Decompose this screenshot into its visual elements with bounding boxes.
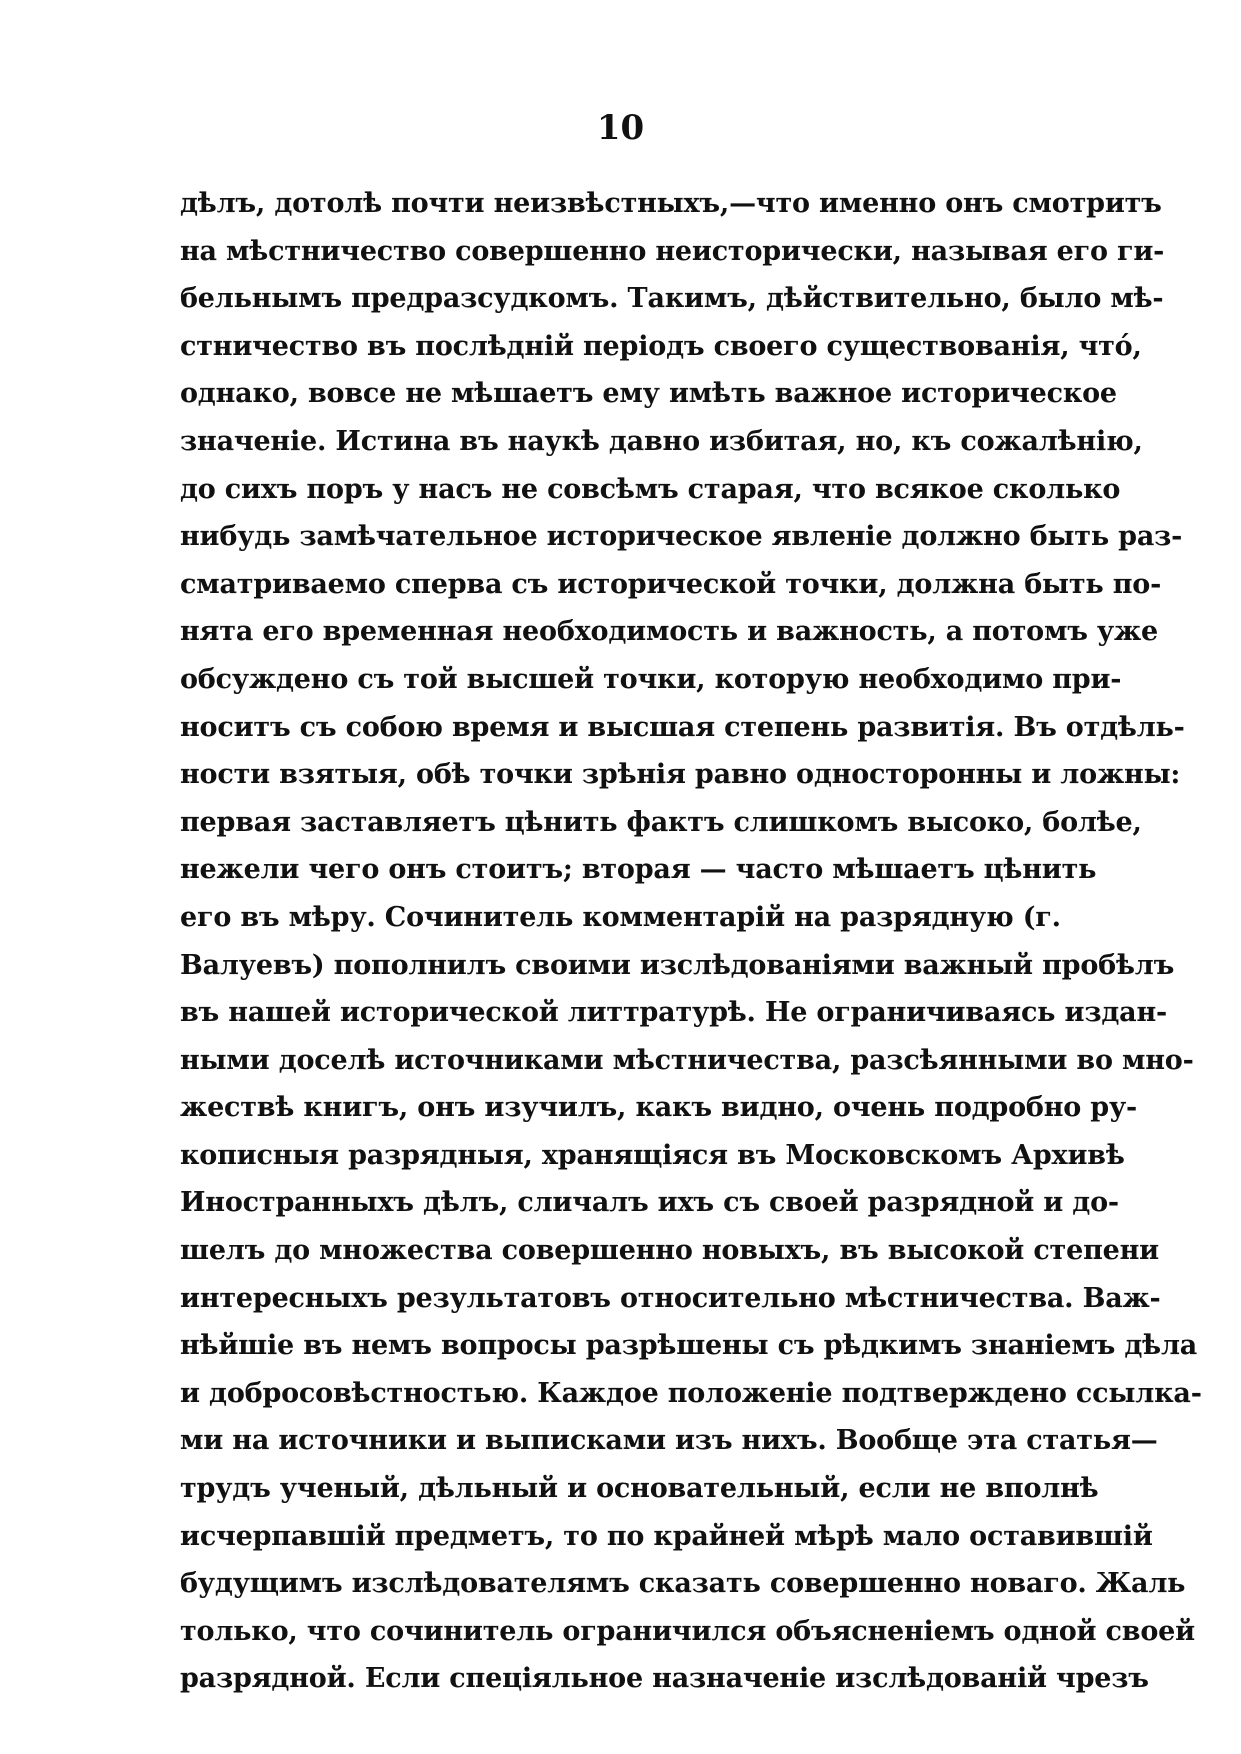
- text-line: трудъ ученый, дѣльный и основательный, если не вполнѣ: [180, 1473, 1099, 1505]
- text-line: бельнымъ предразсудкомъ. Такимъ, дѣйствительно, было мѣ-: [180, 283, 1164, 315]
- text-line: значенiе. Истина въ наукѣ давно избитая, но, къ сожалѣнiю,: [180, 425, 1143, 457]
- text-line: нежели чего онъ стоитъ; вторая — часто мѣшаетъ цѣнить: [180, 854, 1097, 886]
- text-line: ми на источники и выписками изъ нихъ. Вообще эта статья—: [180, 1425, 1158, 1457]
- text-line: будущимъ изслѣдователямъ сказать совершенно новаго. Жаль: [180, 1568, 1186, 1600]
- text-line: носитъ съ собою время и высшая степень развитiя. Въ отдѣль-: [180, 711, 1185, 743]
- text-line: и добросовѣстностью. Каждое положенiе подтверждено ссылка-: [180, 1377, 1202, 1409]
- text-line: до сихъ поръ у насъ не совсѣмъ старая, что всякое сколько: [180, 473, 1121, 505]
- text-line: кописныя разрядныя, хранящiяся въ Московскомъ Архивѣ: [180, 1139, 1125, 1171]
- text-line: дѣлъ, дотолѣ почти неизвѣстныхъ,—что именно онъ смотритъ: [180, 188, 1162, 219]
- text-line: Валуевъ) пополнилъ своими изслѣдованiями важный пробѣлъ: [180, 949, 1175, 981]
- text-line: однако, вовсе не мѣшаетъ ему имѣть важное историческое: [180, 378, 1117, 410]
- text-line: ности взятыя, обѣ точки зрѣнiя равно односторонны и ложны:: [180, 759, 1181, 791]
- page-number: 10: [596, 108, 645, 148]
- text-line: только, что сочинитель ограничился объясненiемъ одной своей: [180, 1615, 1195, 1647]
- text-line: на мѣстничество совершенно неисторически, называя его ги-: [180, 235, 1165, 267]
- text-line: первая заставляетъ цѣнить фактъ слишкомъ высоко, болѣе,: [180, 806, 1142, 838]
- text-line: шелъ до множества совершенно новыхъ, въ высокой степени: [180, 1235, 1159, 1267]
- text-line: обсуждено съ той высшей точки, которую необходимо при-: [180, 663, 1122, 695]
- text-line: стничество въ послѣднiй перiодъ своего существованiя, что́,: [180, 330, 1142, 362]
- text-line: ными доселѣ источниками мѣстничества, разсѣянными во мно-: [180, 1044, 1194, 1076]
- text-line: его въ мѣру. Сочинитель комментарiй на разрядную (г.: [180, 901, 1061, 933]
- text-line: жествѣ книгъ, онъ изучилъ, какъ видно, очень подробно ру-: [180, 1092, 1138, 1124]
- text-line: интересныхъ результатовъ относительно мѣстничества. Важ-: [180, 1282, 1161, 1314]
- text-line: Иностранныхъ дѣлъ, сличалъ ихъ съ своей разрядной и до-: [180, 1187, 1119, 1219]
- text-line: разрядной. Если спецiяльное назначенiе изслѣдованiй чрезъ: [180, 1663, 1149, 1695]
- text-line: сматриваемо сперва съ исторической точки, должна быть по-: [180, 568, 1162, 600]
- text-line: нята его временная необходимость и важность, а потомъ уже: [180, 616, 1159, 648]
- text-line: нѣйшiе въ немъ вопросы разрѣшены съ рѣдкимъ знанiемъ дѣла: [180, 1330, 1198, 1362]
- text-line: нибудь замѣчательное историческое явленiе должно быть раз-: [180, 521, 1183, 553]
- body-text: [180, 180, 1202, 1703]
- text-line: исчерпавшiй предметъ, то по крайней мѣрѣ мало оставившiй: [180, 1520, 1153, 1552]
- text-line: въ нашей исторической литтратурѣ. Не ограничиваясь издан-: [180, 997, 1168, 1029]
